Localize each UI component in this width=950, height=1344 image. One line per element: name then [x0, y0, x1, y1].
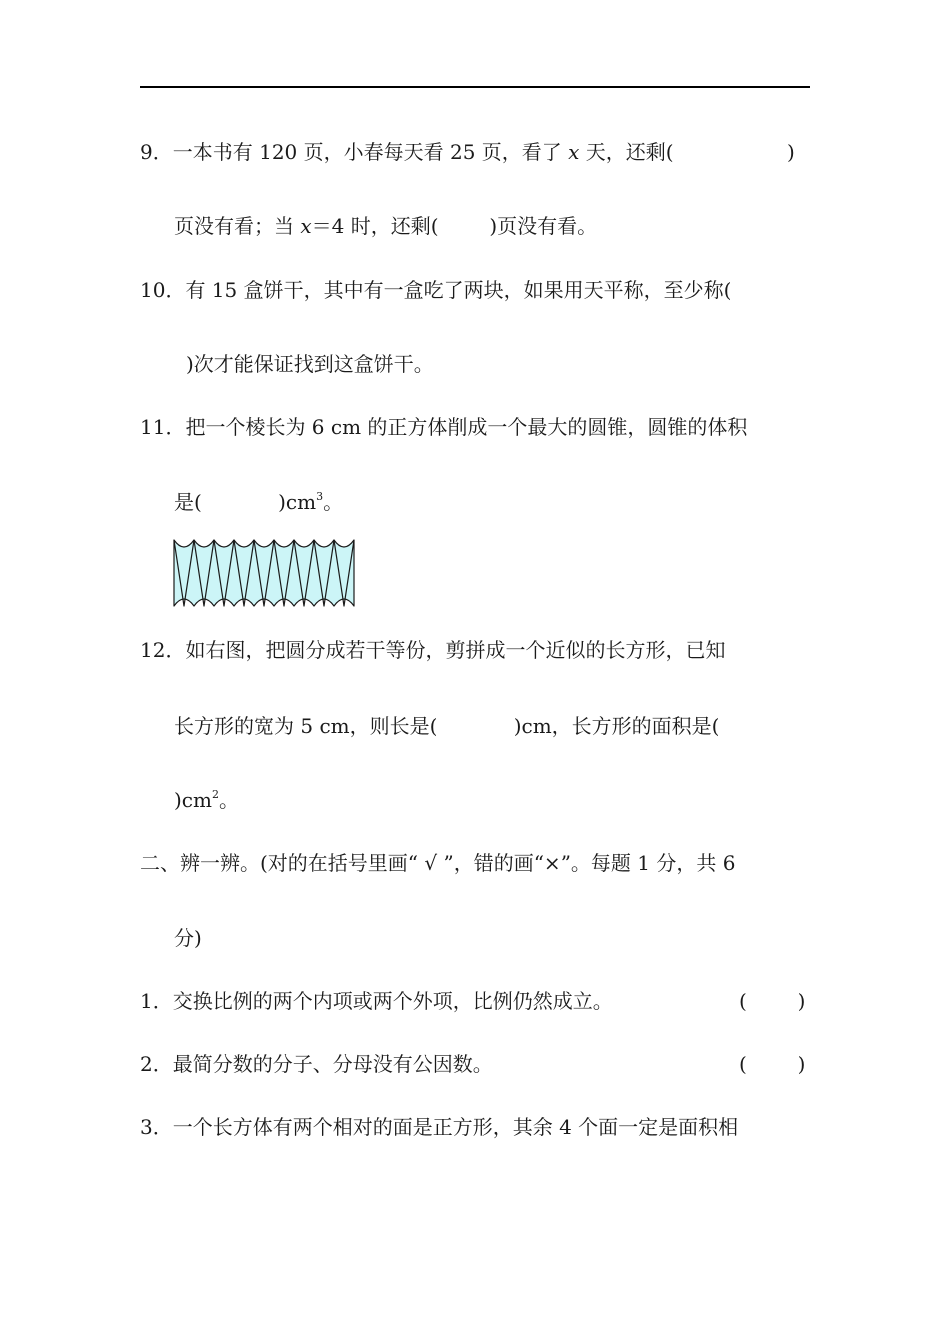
circle-sectors-rectangle-figure [172, 536, 360, 610]
q9-variable: x [568, 140, 580, 164]
q11-text-1: 把一个棱长为 6 cm 的正方体削成一个最大的圆锥，圆锥的体积 [185, 415, 748, 439]
judge-2-answer-paren: ( ) [739, 1052, 806, 1076]
q12-text-3a: )cm [174, 788, 212, 812]
judge-item-3 [140, 1113, 738, 1141]
section2-heading: 二、辨一辨。(对的在括号里画“ √ ”，错的画“×”。每题 1 分，共 6 [140, 851, 736, 875]
judge-2-text: 最简分数的分子、分母没有公因数。 [172, 1052, 493, 1076]
judge-1-answer-paren: ( ) [739, 989, 806, 1013]
judge-1-text: 交换比例的两个内项或两个外项，比例仍然成立。 [172, 989, 613, 1013]
q9-line-1 [140, 138, 674, 166]
q11-text-2a: 是( )cm [174, 490, 317, 514]
judge-1-number: 1． [140, 989, 173, 1013]
q12-line-3 [174, 786, 239, 814]
q12-line-2: 长方形的宽为 5 cm，则长是( )cm，长方形的面积是( [174, 714, 720, 738]
judge-2-number: 2． [140, 1052, 173, 1076]
q10-line-2: )次才能保证找到这盒饼干。 [186, 352, 434, 376]
q12-text-1: 如右图，把圆分成若干等份，剪拼成一个近似的长方形，已知 [185, 638, 726, 662]
q11-text-2b: 。 [323, 490, 344, 514]
q11-number: 11． [140, 415, 186, 439]
q10-text-1: 有 15 盒饼干，其中有一盒吃了两块，如果用天平称，至少称( [185, 278, 732, 302]
q11-unit-exponent: 3 [316, 490, 324, 503]
q12-line-1 [140, 636, 725, 664]
figure-outline [174, 540, 354, 606]
judge-3-number: 3． [140, 1115, 173, 1139]
q12-unit-exponent: 2 [211, 788, 219, 801]
q9-text-a: 一本书有 120 页，小春每天看 25 页，看了 [172, 140, 569, 164]
header-rule [140, 86, 810, 88]
q11-line-1 [140, 413, 747, 441]
q9-line2-a: 页没有看；当 [174, 214, 301, 238]
q9-line2-b: ＝4 时，还剩( )页没有看。 [311, 214, 598, 238]
q10-number: 10． [140, 278, 186, 302]
q9-close-paren: ) [787, 140, 795, 164]
q9-line-2 [174, 212, 597, 240]
section2-heading-cont: 分) [174, 926, 202, 950]
q12-text-3b: 。 [218, 788, 239, 812]
q9-text-b: 天，还剩( [579, 140, 674, 164]
q9-variable-2: x [300, 214, 312, 238]
q11-line-2 [174, 488, 343, 516]
q12-number: 12． [140, 638, 186, 662]
judge-item-1 [140, 987, 613, 1015]
judge-3-text: 一个长方体有两个相对的面是正方形，其余 4 个面一定是面积相 [172, 1115, 739, 1139]
q9-number: 9． [140, 140, 173, 164]
judge-item-2 [140, 1050, 493, 1078]
q10-line-1 [140, 276, 731, 304]
